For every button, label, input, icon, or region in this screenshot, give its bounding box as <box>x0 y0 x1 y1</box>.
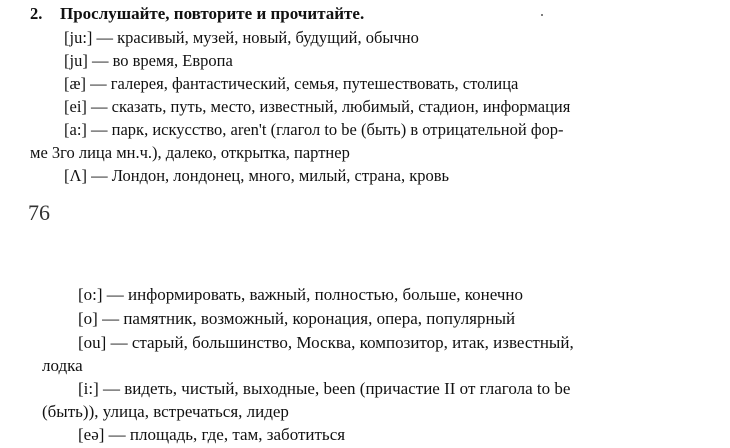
phonetic-line: [o:] — информировать, важный, полностью, больше, конечно <box>78 285 524 304</box>
phonetic-line: [Λ] — Лондон, лондонец, много, милый, страна, кровь <box>64 166 450 185</box>
exercise-title: Прослушайте, повторите и прочитайте. <box>60 4 365 23</box>
phonetic-line: [eə] — площадь, где, там, заботиться <box>78 425 346 444</box>
phonetic-line-continuation: (быть)), улица, встречаться, лидер <box>42 402 289 421</box>
page-number: 76 <box>28 200 50 225</box>
phonetic-line: [ei] — сказать, путь, место, известный, любимый, стадион, информация <box>64 97 571 116</box>
phonetic-line: [o] — памятник, возможный, коронация, опера, популярный <box>78 309 516 328</box>
phonetic-line: [ju] — во время, Европа <box>64 51 233 70</box>
scan-speck <box>541 14 543 16</box>
phonetic-line: [æ] — галерея, фантастический, семья, путешествовать, столица <box>64 74 519 93</box>
phonetic-line: [ju:] — красивый, музей, новый, будущий, обычно <box>64 28 419 47</box>
phonetic-line: [ou] — старый, большинство, Москва, композитор, итак, известный, <box>78 333 574 352</box>
phonetic-line-continuation: ме 3го лица мн.ч.), далеко, открытка, партнер <box>30 143 350 162</box>
phonetic-line: [i:] — видеть, чистый, выходные, been (причастие II от глагола to be <box>78 379 571 398</box>
phonetic-line-continuation: лодка <box>42 356 83 375</box>
phonetic-line: [a:] — парк, искусство, aren't (глагол to be (быть) в отрицательной фор- <box>64 120 564 139</box>
exercise-number: 2. <box>30 4 43 23</box>
exercise-header <box>30 4 364 24</box>
